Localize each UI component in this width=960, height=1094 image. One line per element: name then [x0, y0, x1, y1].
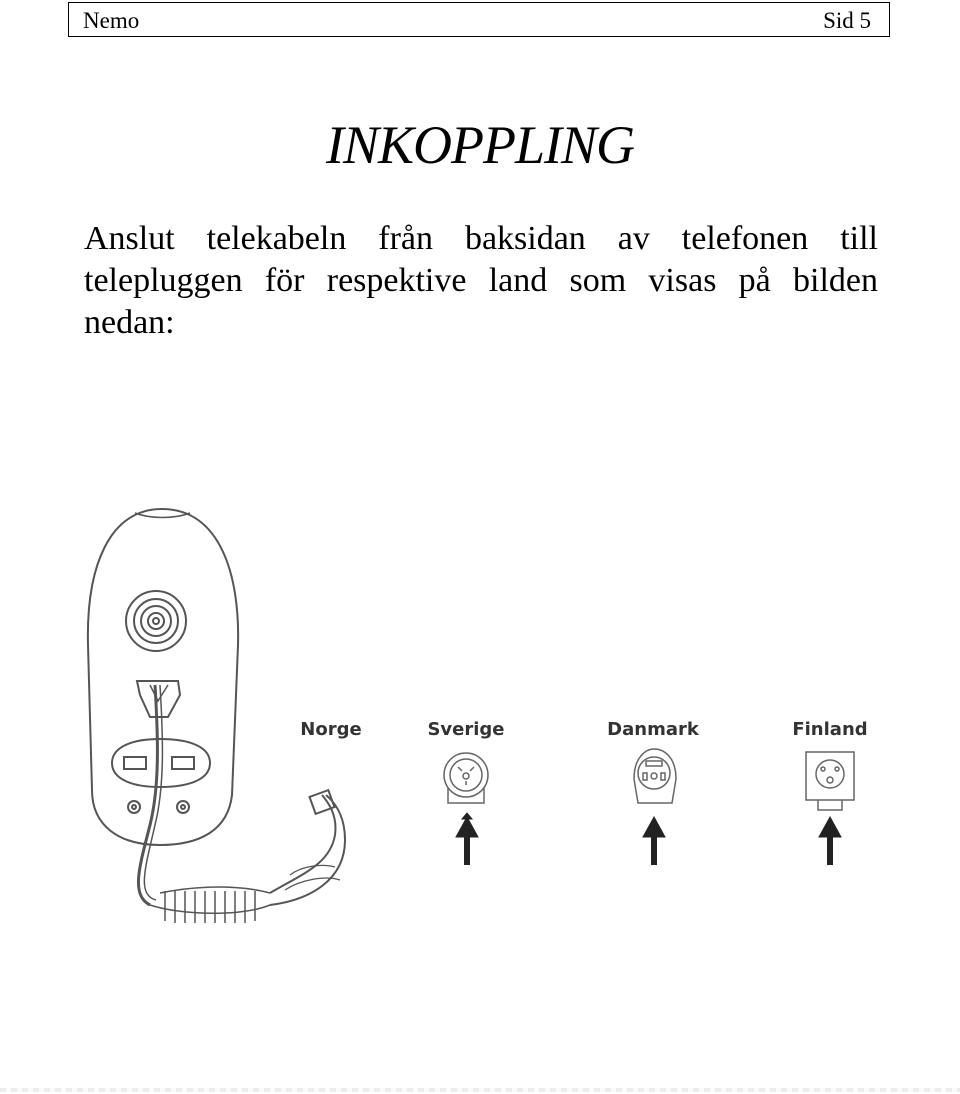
danmark-socket-icon [634, 749, 676, 803]
country-label-finland: Finland [792, 719, 868, 740]
country-label-sverige: Sverige [427, 719, 505, 740]
finland-arrow-icon [819, 817, 841, 865]
sverige-socket-icon [444, 753, 488, 803]
scan-edge-line [0, 1088, 960, 1092]
danmark-arrow-icon [643, 817, 665, 865]
connection-diagram [0, 495, 960, 965]
page-title: INKOPPLING [325, 115, 634, 175]
phone-back-illustration [88, 509, 345, 923]
header-product-name: Nemo [83, 8, 140, 33]
header-page-number: Sid 5 [823, 8, 871, 33]
page-header [68, 2, 890, 37]
country-label-norge: Norge [300, 719, 362, 740]
sverige-arrow-icon [456, 813, 478, 865]
country-label-danmark: Danmark [607, 719, 699, 740]
finland-socket-icon [806, 752, 854, 810]
instruction-paragraph: Anslut telekabeln från baksidan av telefonen till telepluggen för respektive land som visas på bilden nedan: [84, 220, 878, 341]
